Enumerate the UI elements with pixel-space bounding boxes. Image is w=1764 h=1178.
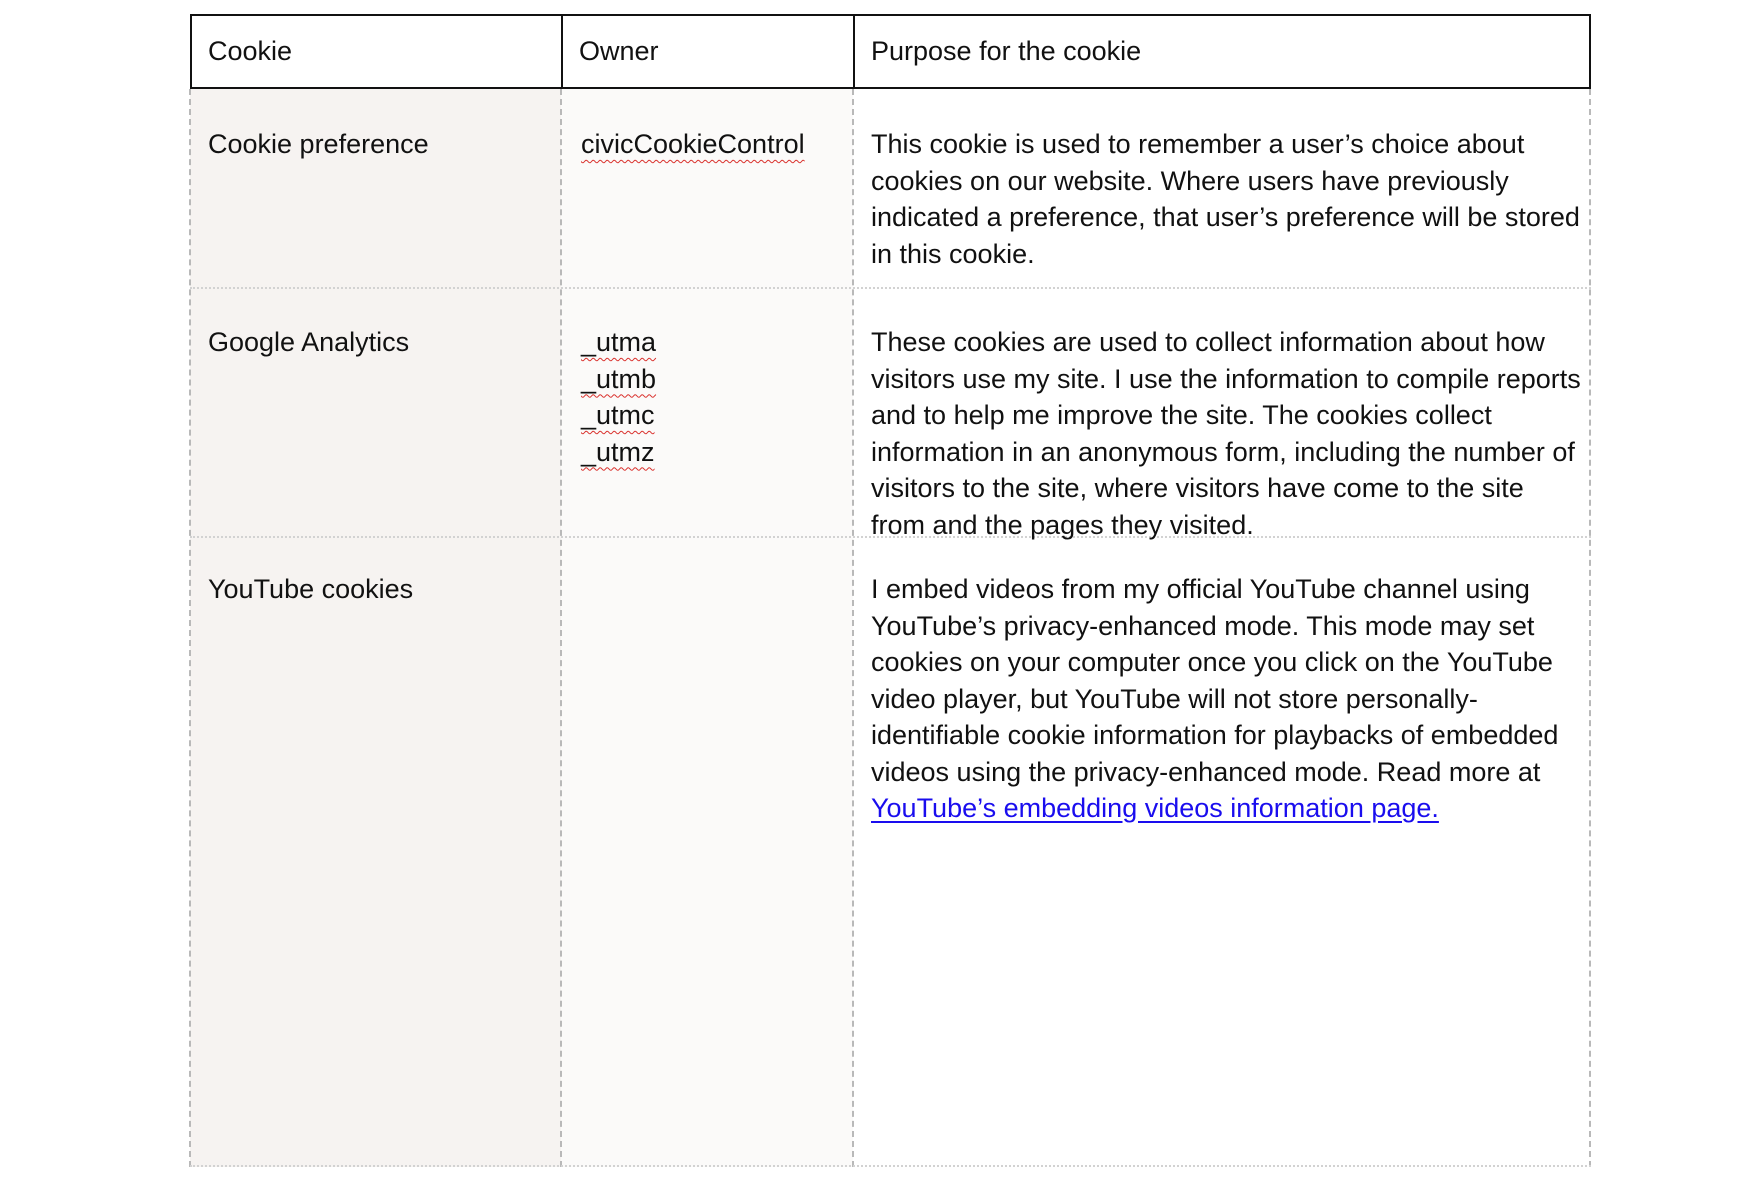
table-row-1-cookie: Cookie preference: [208, 129, 429, 159]
table-row-1-owner: [581, 126, 843, 163]
owner-item: _utma: [581, 327, 657, 357]
table-row-3-cookie: YouTube cookies: [208, 574, 414, 604]
table-header-row: [190, 14, 1591, 89]
owner-item: civicCookieControl: [581, 129, 805, 159]
gridline-right: [1589, 89, 1591, 1167]
table-row-2-purpose: These cookies are used to collect information about how visitors use my site. I use the information to compile reports and to help me improve the site. The cookies collect information in an anonymous form, including the number of visitors to the site, where visitors have come to the site from and the pages they visited.: [871, 327, 1581, 540]
youtube-purpose-text: I embed videos from my official YouTube channel using YouTube’s privacy-enhanced mode. This mode may set cookies on your computer once you click on the YouTube video player, but YouTube will not store personally-identifiable cookie information for playbacks of embedded videos using the privacy-enhanced mode. Read more at: [871, 574, 1559, 787]
cookie-table: [190, 14, 1591, 1154]
gridline-col1: [560, 89, 562, 1167]
column-owner-background: [561, 89, 853, 1167]
gridline-left: [189, 89, 191, 1167]
gridline-col2: [852, 89, 854, 1167]
owner-item: _utmb: [581, 363, 657, 394]
gridline-row1: [190, 287, 1591, 289]
owner-item: _utmz: [581, 436, 655, 467]
youtube-embedding-info-link[interactable]: YouTube’s embedding videos information page.: [871, 793, 1439, 823]
table-body: [190, 89, 1591, 1167]
owner-item: _utmc: [581, 400, 655, 430]
header-owner: Owner: [563, 16, 855, 87]
table-row-1-purpose: This cookie is used to remember a user’s choice about cookies on our website. Where users have previously indicated a preference, that user’s preference will be stored in this cookie.: [871, 129, 1580, 269]
header-purpose: Purpose for the cookie: [871, 36, 1142, 66]
table-row-2-cookie: Google Analytics: [208, 327, 410, 357]
table-row-3-purpose: [871, 571, 1583, 827]
column-cookie-background: [190, 89, 561, 1167]
table-row-2-owner: [581, 324, 843, 470]
header-cookie: Cookie: [192, 16, 563, 87]
gridline-bottom: [190, 1165, 1591, 1167]
